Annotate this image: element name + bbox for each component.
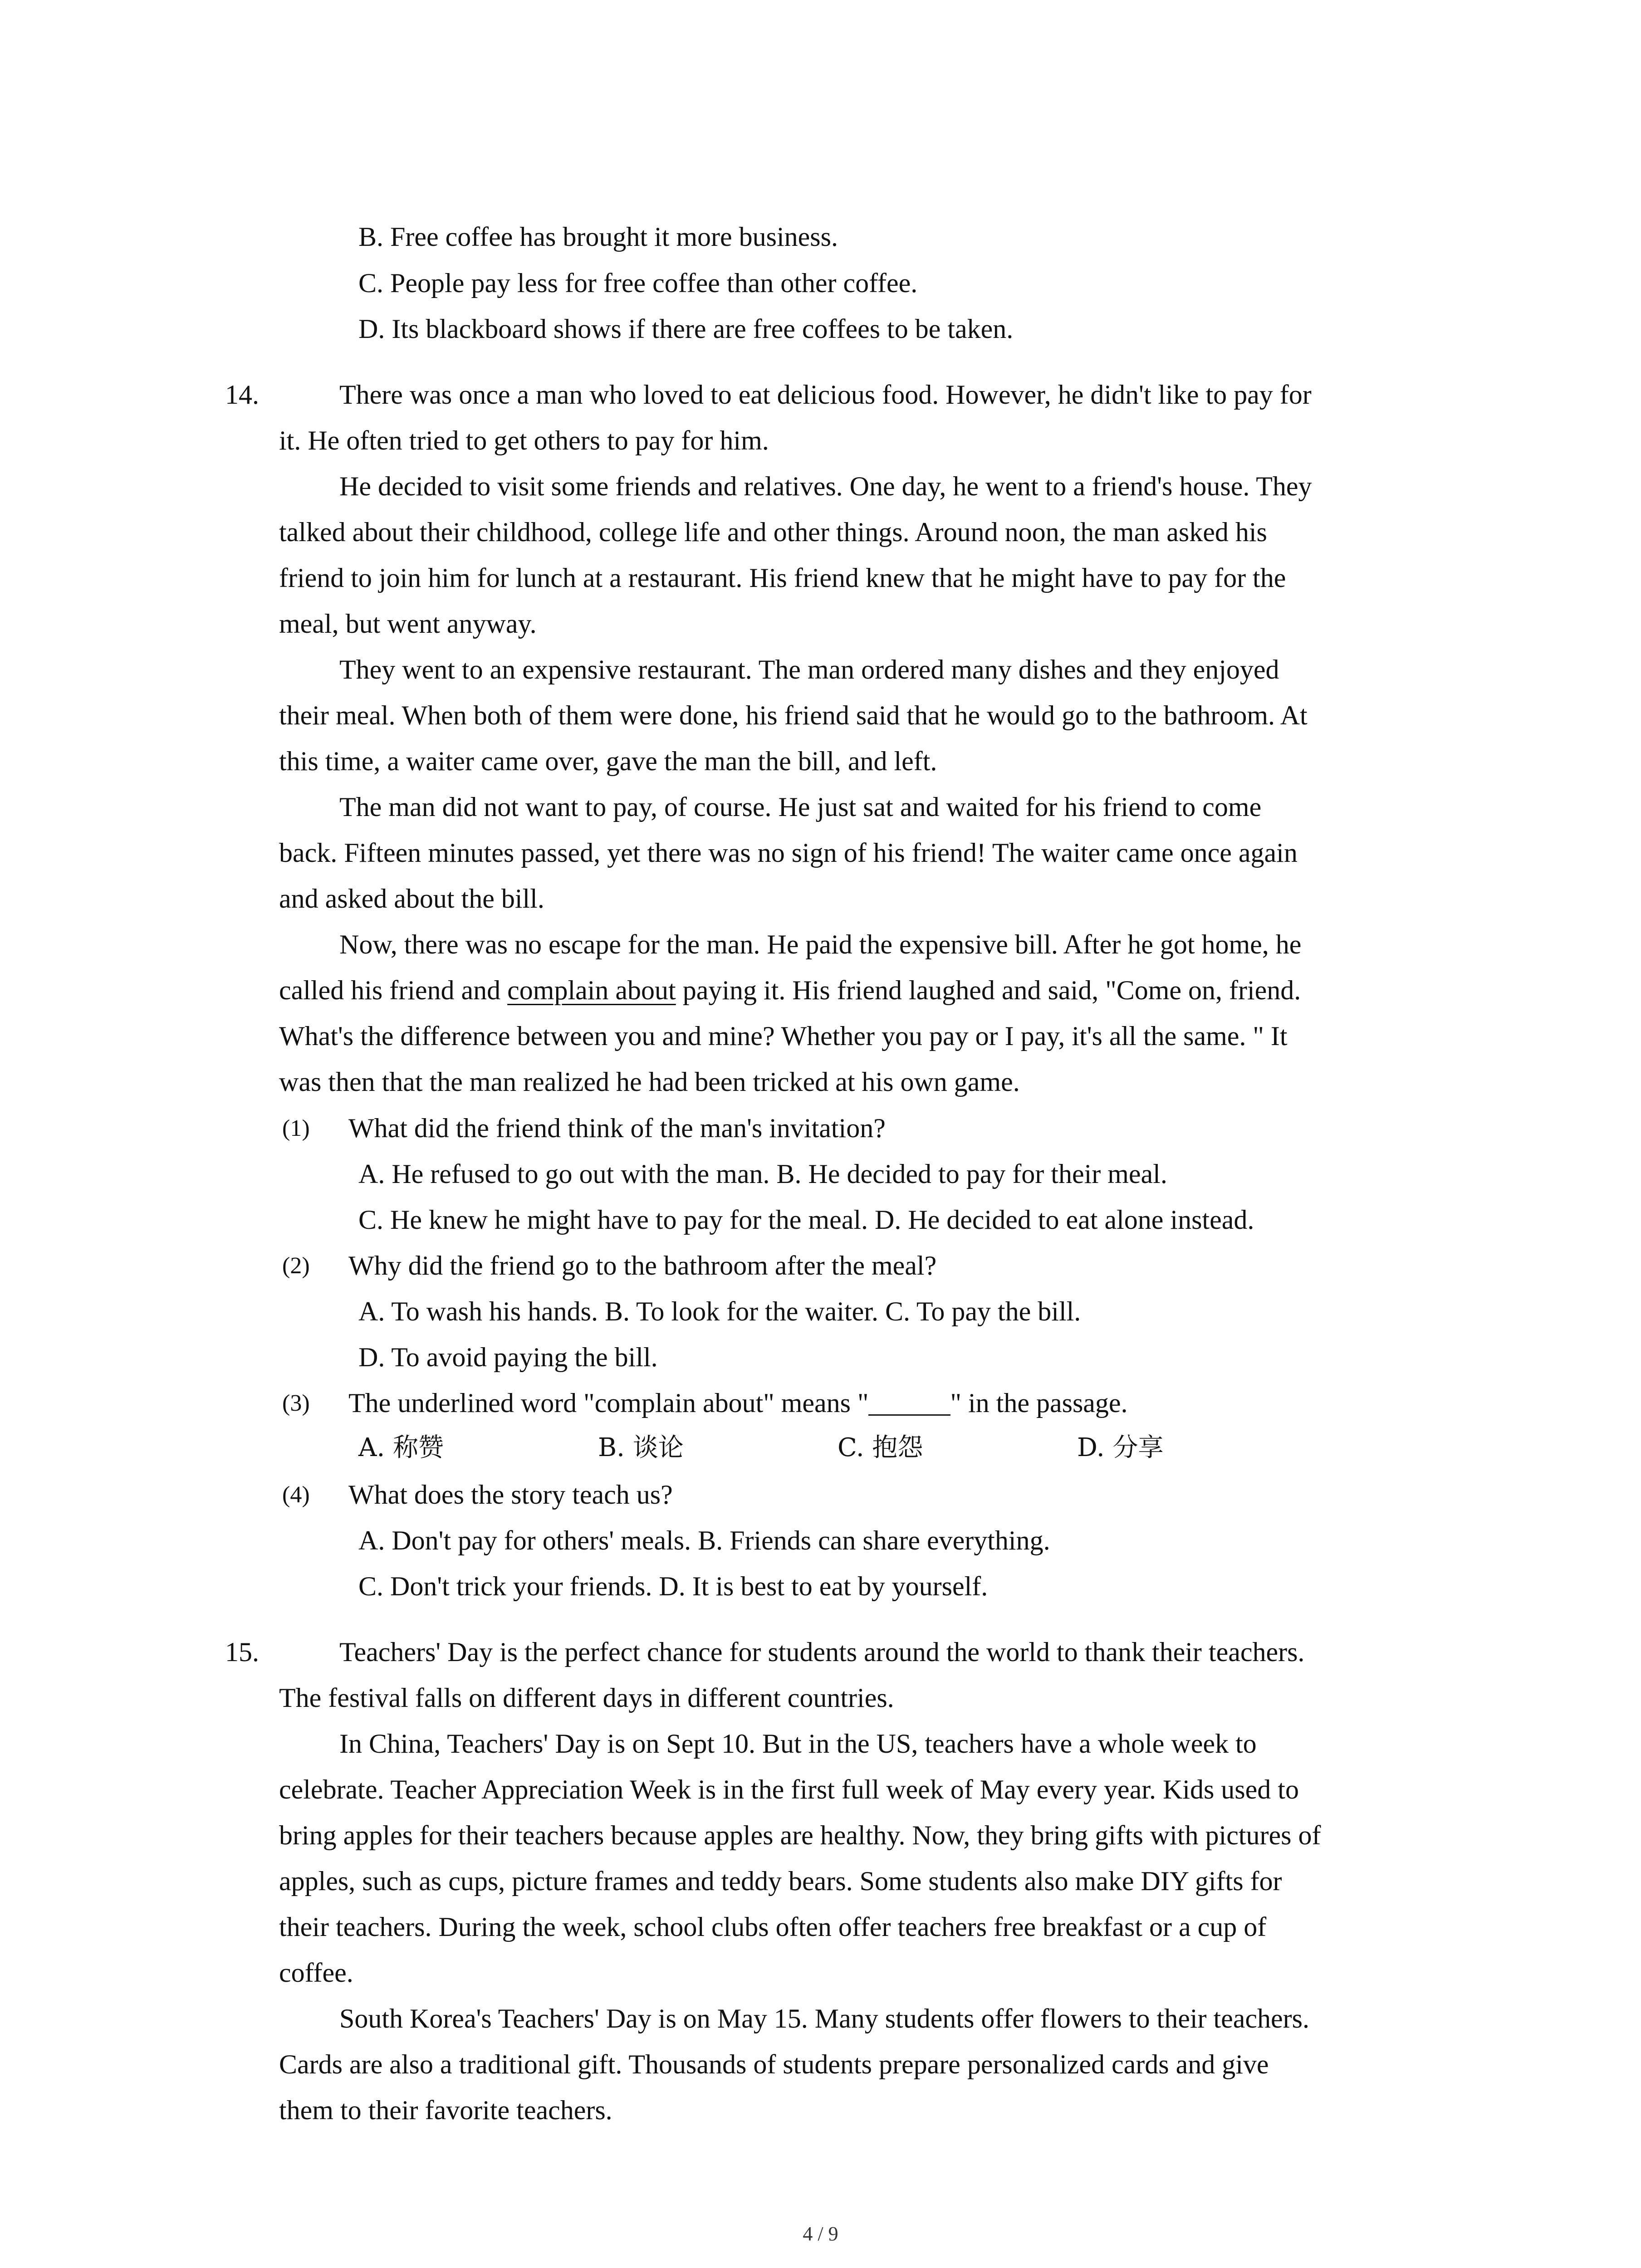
q15-p3-line1: South Korea's Teachers' Day is on May 15. Many students offer flowers to their teachers. bbox=[339, 2004, 1309, 2033]
q14-p1-line1: There was once a man who loved to eat delicious food. However, he didn't like to pay for bbox=[339, 380, 1312, 410]
q14-sub4-number: (4) bbox=[282, 1482, 310, 1508]
q14-p2-line2: talked about their childhood, college life and other things. Around noon, the man asked his bbox=[279, 517, 1267, 547]
q14-p1-line2: it. He often tried to get others to pay for him. bbox=[279, 425, 769, 455]
q15-p2-line4: apples, such as cups, picture frames and teddy bears. Some students also make DIY gifts for bbox=[279, 1866, 1282, 1896]
q14-sub2-options-line1: A. To wash his hands. B. To look for the waiter. C. To pay the bill. bbox=[358, 1296, 1081, 1326]
q15-p1-line2: The festival falls on different days in different countries. bbox=[279, 1683, 894, 1713]
q14-p3-line3: this time, a waiter came over, gave the man the bill, and left. bbox=[279, 746, 937, 776]
q15-p2-line2: celebrate. Teacher Appreciation Week is in the first full week of May every year. Kids used to bbox=[279, 1774, 1299, 1804]
q14-p2-line3: friend to join him for lunch at a restaurant. His friend knew that he might have to pay for the bbox=[279, 563, 1286, 593]
q14-sub4-options-line1: A. Don't pay for others' meals. B. Friends can share everything. bbox=[358, 1525, 1050, 1555]
q14-p3-line1: They went to an expensive restaurant. The man ordered many dishes and they enjoyed bbox=[339, 655, 1279, 684]
q15-p2-line6: coffee. bbox=[279, 1958, 353, 1988]
q14-sub3-option-a: A. 称赞 bbox=[358, 1433, 444, 1462]
q14-p3-line2: their meal. When both of them were done, his friend said that he would go to the bathroom. At bbox=[279, 700, 1308, 730]
page-number: 4 / 9 bbox=[803, 2223, 838, 2245]
q14-p5-line3: What's the difference between you and mine? Whether you pay or I pay, it's all the same. " It bbox=[279, 1021, 1288, 1051]
q14-p4-line2: back. Fifteen minutes passed, yet there was no sign of his friend! The waiter came once again bbox=[279, 838, 1298, 868]
q14-p5-line2 bbox=[279, 977, 1301, 1004]
q14-sub4-options-line2: C. Don't trick your friends. D. It is best to eat by yourself. bbox=[358, 1571, 988, 1601]
q14-sub2-number: (2) bbox=[282, 1253, 310, 1279]
q15-number: 15. bbox=[225, 1637, 259, 1667]
q14-sub3-option-b: B. 谈论 bbox=[598, 1433, 684, 1462]
q13-option-d: D. Its blackboard shows if there are free coffees to be taken. bbox=[358, 314, 1014, 344]
q14-p4-line1: The man did not want to pay, of course. He just sat and waited for his friend to come bbox=[339, 792, 1262, 822]
q13-option-c: C. People pay less for free coffee than other coffee. bbox=[358, 268, 918, 298]
q15-p2-line1: In China, Teachers' Day is on Sept 10. But in the US, teachers have a whole week to bbox=[339, 1729, 1257, 1759]
q14-sub3-option-c: C. 抱怨 bbox=[838, 1433, 923, 1462]
q15-p2-line3: bring apples for their teachers because apples are healthy. Now, they bring gifts with pictures of bbox=[279, 1820, 1321, 1850]
q15-p3-line2: Cards are also a traditional gift. Thousands of students prepare personalized cards and give bbox=[279, 2049, 1269, 2079]
q14-p5-line2-start: called his friend and bbox=[279, 975, 508, 1005]
q15-p2-line5: their teachers. During the week, school clubs often offer teachers free breakfast or a cup of bbox=[279, 1912, 1267, 1942]
q14-p5-line2-end: paying it. His friend laughed and said, "Come on, friend. bbox=[676, 975, 1301, 1005]
q14-sub2-question: Why did the friend go to the bathroom after the meal? bbox=[348, 1251, 937, 1281]
q14-sub1-options-line1: A. He refused to go out with the man. B. He decided to pay for their meal. bbox=[358, 1159, 1167, 1189]
q14-sub3-number: (3) bbox=[282, 1390, 310, 1416]
q14-sub4-question: What does the story teach us? bbox=[348, 1480, 673, 1510]
q15-p1-line1: Teachers' Day is the perfect chance for students around the world to thank their teachers. bbox=[339, 1637, 1305, 1667]
q14-p2-line1: He decided to visit some friends and relatives. One day, he went to a friend's house. They bbox=[339, 471, 1312, 501]
q14-sub3-question: The underlined word "complain about" means "______" in the passage. bbox=[348, 1388, 1128, 1418]
q14-number: 14. bbox=[225, 380, 259, 410]
q14-p4-line3: and asked about the bill. bbox=[279, 884, 544, 914]
q14-sub1-options-line2: C. He knew he might have to pay for the meal. D. He decided to eat alone instead. bbox=[358, 1205, 1254, 1235]
underlined-phrase: complain about bbox=[507, 975, 676, 1005]
q14-sub1-number: (1) bbox=[282, 1115, 310, 1141]
q13-option-b: B. Free coffee has brought it more business. bbox=[358, 222, 838, 252]
q14-p5-line4: was then that the man realized he had been tricked at his own game. bbox=[279, 1067, 1020, 1097]
q14-p2-line4: meal, but went anyway. bbox=[279, 609, 537, 639]
q14-p5-line1: Now, there was no escape for the man. He paid the expensive bill. After he got home, he bbox=[339, 929, 1302, 959]
q14-sub2-options-line2: D. To avoid paying the bill. bbox=[358, 1342, 658, 1372]
q14-sub3-option-d: D. 分享 bbox=[1077, 1433, 1164, 1462]
q15-p3-line3: them to their favorite teachers. bbox=[279, 2095, 612, 2125]
q14-sub1-question: What did the friend think of the man's invitation? bbox=[348, 1113, 886, 1143]
